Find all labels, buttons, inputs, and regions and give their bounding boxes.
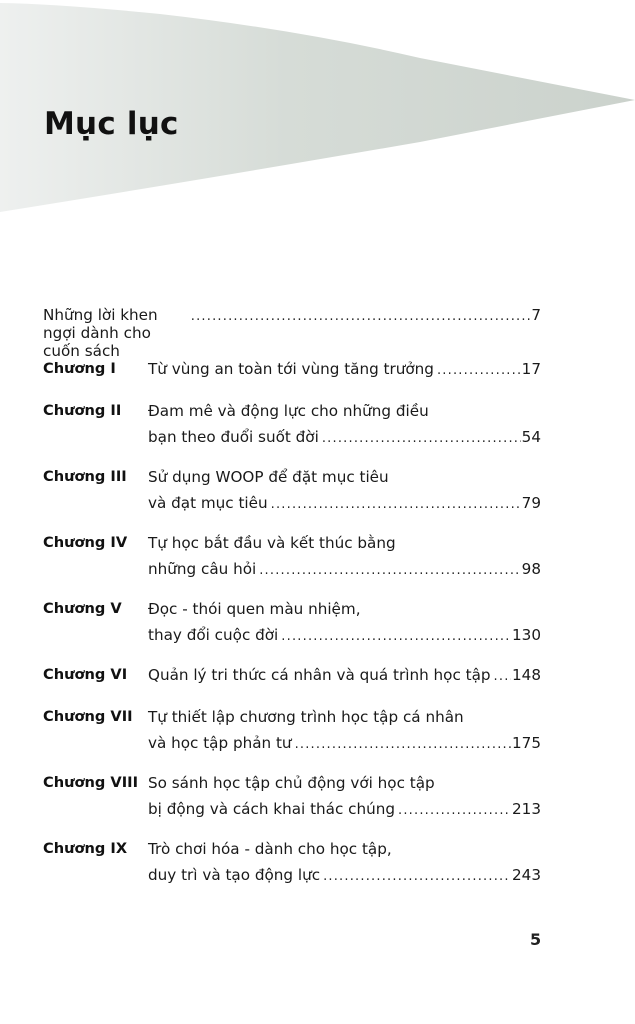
toc-entry-chapter[interactable] <box>43 596 541 648</box>
chapter-title-line <box>148 662 541 688</box>
chapter-title-line <box>148 596 541 622</box>
chapter-title-text: Tự thiết lập chương trình học tập cá nhân <box>148 708 464 726</box>
chapter-title-text: bạn theo đuổi suốt đời <box>148 428 319 446</box>
page-title: Mục lục <box>44 106 179 142</box>
toc-entry-chapter[interactable] <box>43 464 541 516</box>
toc-entry-chapter[interactable] <box>43 530 541 582</box>
chapter-title-block <box>148 356 541 382</box>
toc-entry-chapter[interactable] <box>43 398 541 450</box>
chapter-title-line <box>148 836 541 862</box>
page-number: 5 <box>530 930 542 949</box>
chapter-title-text: thay đổi cuộc đời <box>148 626 279 644</box>
chapter-title-line <box>148 424 541 450</box>
table-of-contents <box>43 306 541 902</box>
dot-leader <box>295 732 511 758</box>
chapter-title-line <box>148 556 541 582</box>
chapter-title-line <box>148 770 541 796</box>
chapter-title-line <box>148 730 541 756</box>
dot-leader <box>398 798 511 824</box>
chapter-title-text: Sử dụng WOOP để đặt mục tiêu <box>148 468 389 486</box>
dot-leader <box>259 558 520 584</box>
chapter-title-text: Tự học bắt đầu và kết thúc bằng <box>148 534 396 552</box>
chapter-title-block <box>148 398 541 450</box>
chapter-label: Chương III <box>43 468 127 485</box>
chapter-label: Chương VIII <box>43 774 139 791</box>
chapter-title-block <box>148 662 541 688</box>
chapter-title-block <box>148 464 541 516</box>
toc-entry-intro[interactable] <box>43 306 541 360</box>
chapter-label: Chương V <box>43 600 122 617</box>
chapter-title-block <box>148 770 541 822</box>
chapter-label: Chương VI <box>43 666 128 683</box>
chapter-title-text: và đạt mục tiêu <box>148 494 268 512</box>
chapter-label: Chương IV <box>43 534 128 551</box>
toc-entry-title: Những lời khen ngợi dành cho cuốn sách <box>43 306 158 360</box>
dot-leader <box>323 864 511 890</box>
chapter-title-text: Đọc - thói quen màu nhiệm, <box>148 600 361 618</box>
chapter-title-text: Trò chơi hóa - dành cho học tập, <box>148 840 392 858</box>
dot-leader <box>494 664 511 690</box>
chapter-title-text: Quản lý tri thức cá nhân và quá trình học tập <box>148 666 491 684</box>
chapter-title-block <box>148 596 541 648</box>
chapter-title-line <box>148 796 541 822</box>
toc-page-number: 98 <box>521 560 541 578</box>
chapter-title-line <box>148 464 541 490</box>
dot-leader <box>271 492 521 518</box>
toc-entry-chapter[interactable] <box>43 356 541 382</box>
chapter-label: Chương I <box>43 360 116 377</box>
toc-page-number: 243 <box>512 866 541 884</box>
chapter-title-block <box>148 836 541 888</box>
chapter-title-text: những câu hỏi <box>148 560 257 578</box>
chapter-title-line <box>148 398 541 424</box>
chapter-title-text: Từ vùng an toàn tới vùng tăng trưởng <box>148 360 434 378</box>
toc-page-number: 54 <box>521 428 541 446</box>
toc-page-number: 17 <box>521 360 541 378</box>
toc-page-number: 130 <box>512 626 541 644</box>
dot-leader <box>281 624 511 650</box>
chapter-title-line <box>148 356 541 382</box>
chapter-title-text: Đam mê và động lực cho những điều <box>148 402 429 420</box>
toc-page-number: 175 <box>512 734 541 752</box>
dot-leader <box>437 358 521 384</box>
toc-entry-chapter[interactable] <box>43 770 541 822</box>
toc-page-number: 148 <box>512 666 541 684</box>
toc-entry-chapter[interactable] <box>43 662 541 688</box>
dot-leader <box>191 309 531 324</box>
chapter-title-line <box>148 622 541 648</box>
chapter-title-line <box>148 704 541 730</box>
chapter-title-block <box>148 530 541 582</box>
chapter-title-line <box>148 490 541 516</box>
chapter-label: Chương VII <box>43 708 133 725</box>
chapter-title-text: So sánh học tập chủ động với học tập <box>148 774 435 792</box>
chapter-title-line <box>148 530 541 556</box>
chapter-title-text: duy trì và tạo động lực <box>148 866 321 884</box>
toc-page-number: 79 <box>521 494 541 512</box>
toc-page-number: 213 <box>512 800 541 818</box>
toc-entry-chapter[interactable] <box>43 836 541 888</box>
chapter-title-text: và học tập phản tư <box>148 734 292 752</box>
chapter-label: Chương IX <box>43 840 128 857</box>
chapter-title-line <box>148 862 541 888</box>
chapter-label: Chương II <box>43 402 122 419</box>
toc-entry-chapter[interactable] <box>43 704 541 756</box>
toc-page-number: 7 <box>531 306 541 324</box>
chapter-title-block <box>148 704 541 756</box>
chapter-title-text: bị động và cách khai thác chúng <box>148 800 396 818</box>
dot-leader <box>322 426 521 452</box>
